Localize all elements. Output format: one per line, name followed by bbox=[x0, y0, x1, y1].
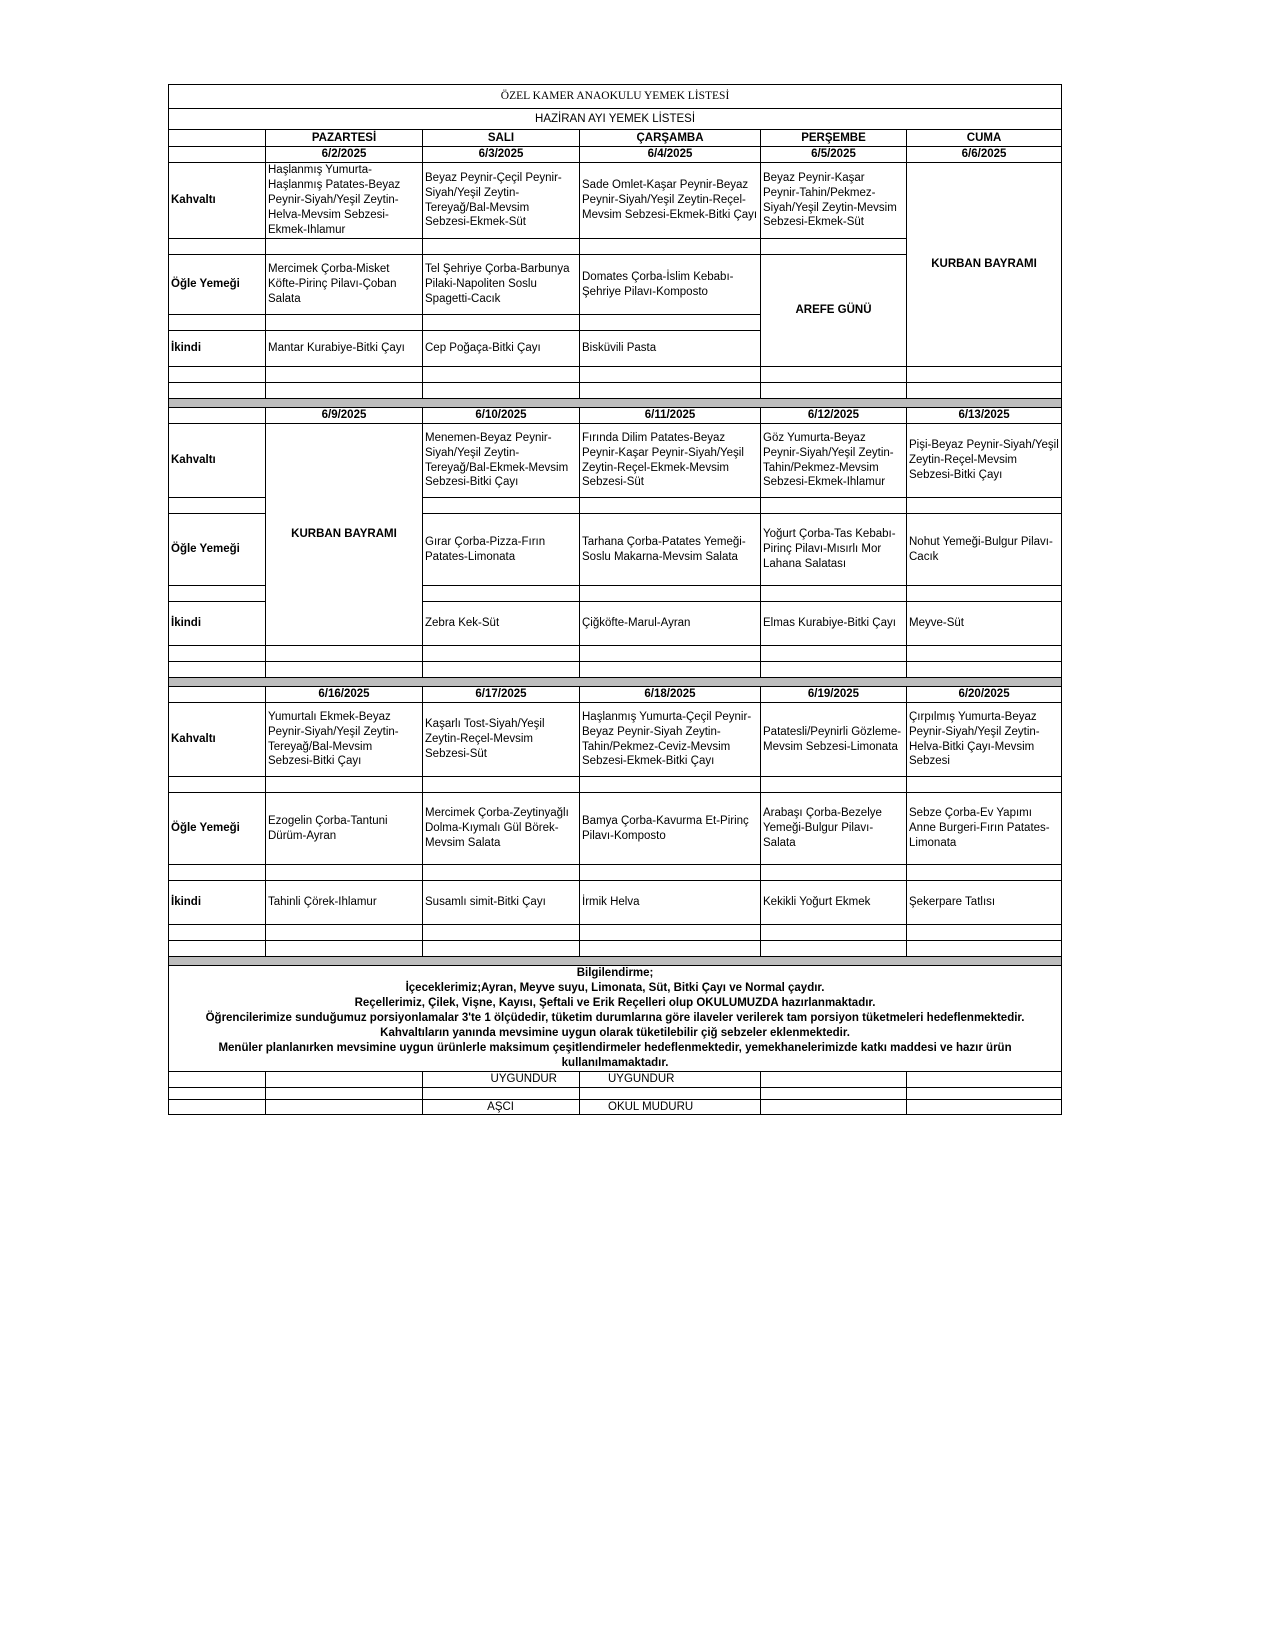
meal-cell: Çırpılmış Yumurta-Beyaz Peynir-Siyah/Yeşil Zeytin-Helva-Bitki Çayı-Mevsim Sebzesi bbox=[907, 703, 1062, 777]
meal-label-breakfast: Kahvaltı bbox=[169, 703, 266, 777]
day-monday: PAZARTESİ bbox=[266, 130, 423, 147]
meal-cell: Tel Şehriye Çorba-Barbunya Pilaki-Napoliten Soslu Spagetti-Cacık bbox=[423, 255, 580, 315]
meal-cell: Susamlı simit-Bitki Çayı bbox=[423, 881, 580, 925]
meal-cell: Nohut Yemeği-Bulgur Pilavı-Cacık bbox=[907, 514, 1062, 586]
meal-cell: Gırar Çorba-Pizza-Fırın Patates-Limonata bbox=[423, 514, 580, 586]
meal-cell: Cep Poğaça-Bitki Çayı bbox=[423, 331, 580, 367]
meal-cell: Pişi-Beyaz Peynir-Siyah/Yeşil Zeytin-Reçel-Mevsim Sebzesi-Bitki Çayı bbox=[907, 424, 1062, 498]
date-cell: 6/17/2025 bbox=[423, 687, 580, 703]
date-cell: 6/3/2025 bbox=[423, 147, 580, 163]
day-wednesday: ÇARŞAMBA bbox=[580, 130, 761, 147]
week-separator bbox=[169, 957, 1062, 966]
meal-cell: Mercimek Çorba-Zeytinyağlı Dolma-Kıymalı Gül Börek-Mevsim Salata bbox=[423, 793, 580, 865]
meal-cell: Yoğurt Çorba-Tas Kebabı-Pirinç Pilavı-Mısırlı Mor Lahana Salatası bbox=[761, 514, 907, 586]
date-cell: 6/11/2025 bbox=[580, 408, 761, 424]
menu-sheet bbox=[168, 84, 1061, 1115]
date-cell: 6/12/2025 bbox=[761, 408, 907, 424]
meal-cell: Ezogelin Çorba-Tantuni Dürüm-Ayran bbox=[266, 793, 423, 865]
holiday-cell: KURBAN BAYRAMI bbox=[907, 163, 1062, 367]
date-cell: 6/10/2025 bbox=[423, 408, 580, 424]
date-cell: 6/16/2025 bbox=[266, 687, 423, 703]
info-line: Öğrencilerimize sunduğumuz porsiyonlamalar 3'te 1 ölçüdedir, tüketim durumlarına göre ilaveler verilerek tam porsiyon tüketmeleri hedeflenmektedir. bbox=[205, 1011, 1025, 1024]
meal-cell: Kekikli Yoğurt Ekmek bbox=[761, 881, 907, 925]
meal-label-snack: İkindi bbox=[169, 881, 266, 925]
signature-row bbox=[169, 1071, 1062, 1087]
meal-label-snack: İkindi bbox=[169, 331, 266, 367]
meal-cell: Zebra Kek-Süt bbox=[423, 602, 580, 646]
info-line: Kahvaltıların yanında mevsimine uygun olarak tüketilebilir çiğ sebzeler eklenmektedir. bbox=[380, 1026, 850, 1039]
date-cell: 6/6/2025 bbox=[907, 147, 1062, 163]
meal-cell: Bamya Çorba-Kavurma Et-Pirinç Pilavı-Komposto bbox=[580, 793, 761, 865]
week-separator bbox=[169, 678, 1062, 687]
date-cell: 6/5/2025 bbox=[761, 147, 907, 163]
date-row bbox=[169, 408, 1062, 424]
meal-cell: Şekerpare Tatlısı bbox=[907, 881, 1062, 925]
meal-cell: Sade Omlet-Kaşar Peynir-Beyaz Peynir-Siyah/Yeşil Zeytin-Reçel-Mevsim Sebzesi-Ekmek-Bitki Çayı bbox=[580, 163, 761, 239]
meal-label-breakfast: Kahvaltı bbox=[169, 424, 266, 498]
meal-cell: Tarhana Çorba-Patates Yemeği-Soslu Makarna-Mevsim Salata bbox=[580, 514, 761, 586]
meal-label-breakfast: Kahvaltı bbox=[169, 163, 266, 239]
meal-cell: Sebze Çorba-Ev Yapımı Anne Burgeri-Fırın Patates-Limonata bbox=[907, 793, 1062, 865]
meal-cell: Beyaz Peynir-Kaşar Peynir-Tahin/Pekmez-Siyah/Yeşil Zeytin-Mevsim Sebzesi-Ekmek-Süt bbox=[761, 163, 907, 239]
breakfast-row bbox=[169, 703, 1062, 777]
date-row bbox=[169, 147, 1062, 163]
day-header-row bbox=[169, 130, 1062, 147]
meal-cell: Meyve-Süt bbox=[907, 602, 1062, 646]
info-block bbox=[169, 966, 1062, 1072]
day-tuesday: SALI bbox=[423, 130, 580, 147]
breakfast-row bbox=[169, 424, 1062, 498]
meal-cell: Çiğköfte-Marul-Ayran bbox=[580, 602, 761, 646]
meal-cell: İrmik Helva bbox=[580, 881, 761, 925]
meal-cell: Elmas Kurabiye-Bitki Çayı bbox=[761, 602, 907, 646]
date-cell: 6/20/2025 bbox=[907, 687, 1062, 703]
date-cell: 6/13/2025 bbox=[907, 408, 1062, 424]
signature-title-row bbox=[169, 1099, 1062, 1115]
approval-label: UYGUNDUR bbox=[580, 1071, 761, 1087]
meal-cell: Bisküvili Pasta bbox=[580, 331, 761, 367]
snack-row bbox=[169, 881, 1062, 925]
info-line: Menüler planlanırken mevsimine uygun ürünlerle maksimum çeşitlendirmeler hedeflenmektedir, yemekhanelerimizde katkı maddesi ve hazır ürün kullanılmamaktadır. bbox=[218, 1041, 1012, 1069]
meal-cell: Yumurtalı Ekmek-Beyaz Peynir-Siyah/Yeşil Zeytin-Tereyağ/Bal-Mevsim Sebzesi-Bitki Çayı bbox=[266, 703, 423, 777]
meal-cell: Tahinli Çörek-Ihlamur bbox=[266, 881, 423, 925]
lunch-row bbox=[169, 793, 1062, 865]
info-line: Reçellerimiz, Çilek, Vişne, Kayısı, Şeftali ve Erik Reçelleri olup OKULUMUZDA hazırlanmaktadır. bbox=[354, 996, 876, 1009]
date-row bbox=[169, 687, 1062, 703]
menu-table bbox=[168, 84, 1062, 1115]
page-subtitle: HAZİRAN AYI YEMEK LİSTESİ bbox=[169, 109, 1062, 130]
page-title: ÖZEL KAMER ANAOKULU YEMEK LİSTESİ bbox=[169, 85, 1062, 109]
meal-cell: Arabaşı Çorba-Bezelye Yemeği-Bulgur Pilavı-Salata bbox=[761, 793, 907, 865]
date-cell: 6/4/2025 bbox=[580, 147, 761, 163]
info-heading: Bilgilendirme; bbox=[576, 967, 654, 979]
meal-cell: Haşlanmış Yumurta-Haşlanmış Patates-Beyaz Peynir-Siyah/Yeşil Zeytin-Helva-Mevsim Sebzesi-Ekmek-Ihlamur bbox=[266, 163, 423, 239]
meal-cell: Mantar Kurabiye-Bitki Çayı bbox=[266, 331, 423, 367]
meal-label-lunch: Öğle Yemeği bbox=[169, 255, 266, 315]
meal-cell: Kaşarlı Tost-Siyah/Yeşil Zeytin-Reçel-Mevsim Sebzesi-Süt bbox=[423, 703, 580, 777]
meal-cell: Menemen-Beyaz Peynir-Siyah/Yeşil Zeytin-Tereyağ/Bal-Ekmek-Mevsim Sebzesi-Bitki Çayı bbox=[423, 424, 580, 498]
date-cell: 6/18/2025 bbox=[580, 687, 761, 703]
meal-cell: Göz Yumurta-Beyaz Peynir-Siyah/Yeşil Zeytin-Tahin/Pekmez-Mevsim Sebzesi-Ekmek-Ihlamur bbox=[761, 424, 907, 498]
date-cell: 6/19/2025 bbox=[761, 687, 907, 703]
principal-label: OKUL MUDURU bbox=[580, 1099, 761, 1115]
week-separator bbox=[169, 399, 1062, 408]
meal-cell: Domates Çorba-İslim Kebabı-Şehriye Pilavı-Komposto bbox=[580, 255, 761, 315]
arefe-cell: AREFE GÜNÜ bbox=[761, 255, 907, 367]
meal-cell: Fırında Dilim Patates-Beyaz Peynir-Kaşar Peynir-Siyah/Yeşil Zeytin-Reçel-Ekmek-Mevsim Sebzesi-Süt bbox=[580, 424, 761, 498]
info-line: İçeceklerimiz;Ayran, Meyve suyu, Limonata, Süt, Bitki Çayı ve Normal çaydır. bbox=[405, 981, 825, 994]
day-friday: CUMA bbox=[907, 130, 1062, 147]
meal-cell: Mercimek Çorba-Misket Köfte-Pirinç Pilavı-Çoban Salata bbox=[266, 255, 423, 315]
date-cell: 6/2/2025 bbox=[266, 147, 423, 163]
date-cell: 6/9/2025 bbox=[266, 408, 423, 424]
breakfast-row bbox=[169, 163, 1062, 239]
holiday-cell: KURBAN BAYRAMI bbox=[266, 424, 423, 646]
meal-cell: Patatesli/Peynirli Gözleme-Mevsim Sebzesi-Limonata bbox=[761, 703, 907, 777]
meal-cell: Beyaz Peynir-Çeçil Peynir-Siyah/Yeşil Zeytin-Tereyağ/Bal-Mevsim Sebzesi-Ekmek-Süt bbox=[423, 163, 580, 239]
cook-label: AŞCI bbox=[423, 1099, 580, 1115]
info-row bbox=[169, 966, 1062, 1072]
meal-label-lunch: Öğle Yemeği bbox=[169, 514, 266, 586]
approval-label: UYGUNDUR bbox=[423, 1071, 580, 1087]
meal-cell: Haşlanmış Yumurta-Çeçil Peynir-Beyaz Peynir-Siyah Zeytin-Tahin/Pekmez-Ceviz-Mevsim Sebzesi-Ekmek-Bitki Çayı bbox=[580, 703, 761, 777]
meal-label-snack: İkindi bbox=[169, 602, 266, 646]
day-thursday: PERŞEMBE bbox=[761, 130, 907, 147]
meal-label-lunch: Öğle Yemeği bbox=[169, 793, 266, 865]
